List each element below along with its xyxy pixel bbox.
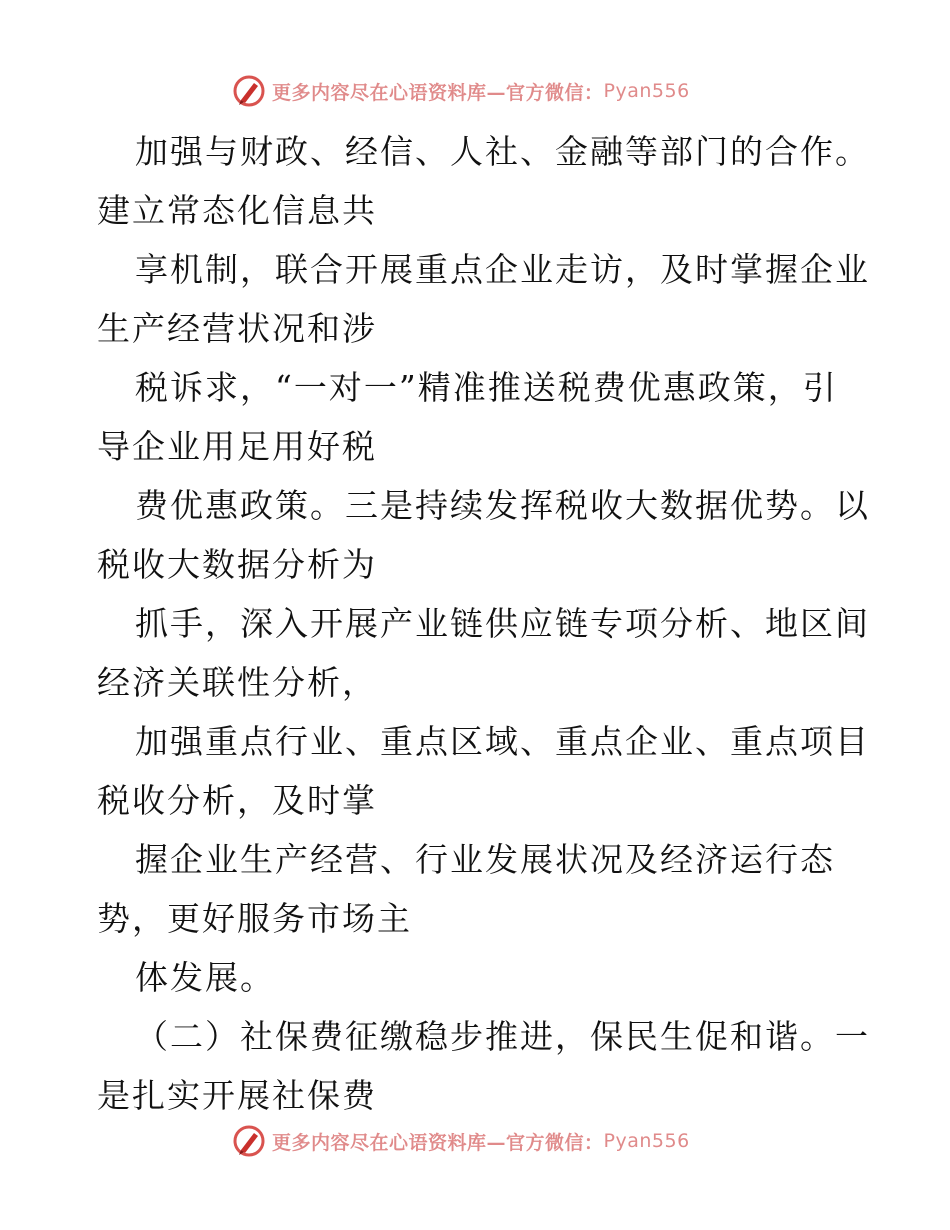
body-line: 经济关联性分析，	[97, 663, 377, 702]
body-line: 税收大数据分析为	[97, 545, 377, 584]
body-line: 抓手，深入开展产业链供应链专项分析、地区间	[135, 604, 870, 643]
body-line: 费优惠政策。三是持续发挥税收大数据优势。以	[135, 486, 870, 525]
section-heading-line: （二）社保费征缴稳步推进，保民生促和谐。一	[135, 1017, 870, 1056]
body-line: 税收分析，及时掌	[97, 781, 377, 820]
watermark-wechat-id: Pyan556	[603, 1130, 690, 1152]
body-line: 体发展。	[135, 958, 275, 997]
body-line: 是扎实开展社保费	[97, 1076, 377, 1115]
watermark-text: 更多内容尽在心语资料库—官方微信：	[272, 81, 604, 104]
body-line: 握企业生产经营、行业发展状况及经济运行态	[135, 840, 835, 879]
body-line: 加强与财政、经信、人社、金融等部门的合作。	[135, 132, 870, 171]
body-line: 建立常态化信息共	[97, 191, 377, 230]
document-body	[97, 122, 870, 1125]
pen-logo-icon	[232, 74, 266, 108]
header-watermark	[232, 71, 690, 111]
body-line: 享机制，联合开展重点企业走访，及时掌握企业	[135, 250, 870, 289]
pen-logo-icon	[232, 1124, 266, 1158]
body-line: 导企业用足用好税	[97, 427, 377, 466]
watermark-wechat-id: Pyan556	[603, 80, 690, 102]
footer-watermark	[232, 1121, 690, 1161]
body-line: 势，更好服务市场主	[97, 899, 412, 938]
watermark-text: 更多内容尽在心语资料库—官方微信：	[272, 1131, 604, 1154]
body-line: 税诉求，“一对一”精准推送税费优惠政策，引	[135, 368, 838, 407]
body-line: 生产经营状况和涉	[97, 309, 377, 348]
body-line: 加强重点行业、重点区域、重点企业、重点项目	[135, 722, 870, 761]
